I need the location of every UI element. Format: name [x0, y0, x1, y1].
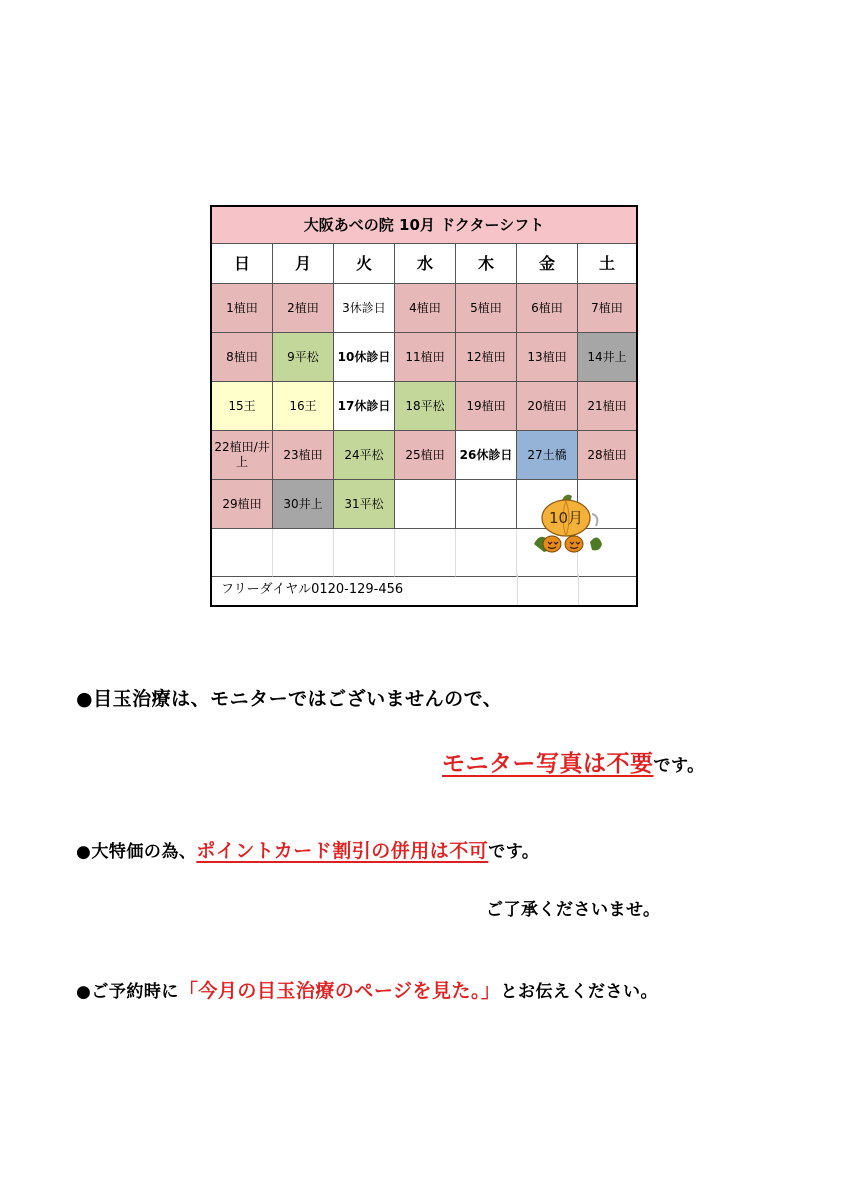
- pumpkin-label: 10月: [548, 509, 584, 527]
- calendar-day-cell: 10休診日: [334, 333, 395, 382]
- note-photo-not-required-suffix: です。: [653, 756, 705, 776]
- calendar-day-cell: 18平松: [395, 382, 456, 431]
- calendar-day-cell: 15王: [212, 382, 273, 431]
- calendar-day-cell: 4植田: [395, 284, 456, 333]
- note-reservation-suffix: とお伝えください。: [500, 982, 658, 1002]
- calendar-day-cell: 27土橋: [517, 431, 578, 480]
- calendar-day-cell: 24平松: [334, 431, 395, 480]
- calendar-day-cell: 16王: [273, 382, 334, 431]
- empty-cell: [456, 529, 517, 577]
- empty-cell: [212, 529, 273, 577]
- note-point-card-emphasis: ポイントカード割引の併用は不可: [196, 840, 489, 862]
- calendar-day-cell: 5植田: [456, 284, 517, 333]
- note-point-card: [76, 836, 539, 863]
- calendar-day-cell: 29植田: [212, 480, 273, 529]
- calendar-day-cell: 26休診日: [456, 431, 517, 480]
- calendar-day-cell: 2植田: [273, 284, 334, 333]
- calendar-day-cell: 30井上: [273, 480, 334, 529]
- note-reservation: [76, 976, 658, 1003]
- calendar-week-row: [212, 284, 636, 333]
- pumpkin-illustration: [532, 492, 604, 556]
- calendar-day-cell: 8植田: [212, 333, 273, 382]
- note-reservation-emphasis: 「今月の目玉治療のページを見た。」: [178, 980, 501, 1002]
- calendar-day-cell: 12植田: [456, 333, 517, 382]
- weekday-sun: 日: [212, 244, 273, 284]
- weekday-wed: 水: [395, 244, 456, 284]
- calendar-day-cell: 25植田: [395, 431, 456, 480]
- calendar-title: 大阪あべの院 10月 ドクターシフト: [212, 207, 636, 244]
- note-photo-not-required-emphasis: モニター写真は不要: [442, 751, 654, 777]
- weekday-header-row: [212, 244, 636, 284]
- calendar-week-row: [212, 382, 636, 431]
- note-point-card-prefix: ●大特価の為、: [76, 842, 197, 862]
- calendar-week-row: [212, 333, 636, 382]
- calendar-day-cell: 6植田: [517, 284, 578, 333]
- calendar-week-row: [212, 431, 636, 480]
- note-reservation-prefix: ●ご予約時に: [76, 982, 179, 1002]
- empty-cell: [456, 480, 517, 529]
- note-point-card-suffix: です。: [488, 842, 540, 862]
- note-thanks: ご了承くださいませ。: [486, 900, 661, 920]
- weekday-fri: 金: [517, 244, 578, 284]
- calendar-day-cell: 19植田: [456, 382, 517, 431]
- empty-cell: [334, 529, 395, 577]
- note-photo-not-required: [442, 745, 705, 778]
- free-dial-number: フリーダイヤル0120-129-456: [212, 574, 636, 605]
- weekday-thu: 木: [456, 244, 517, 284]
- calendar-day-cell: 20植田: [517, 382, 578, 431]
- empty-cell: [273, 529, 334, 577]
- calendar-day-cell: 9平松: [273, 333, 334, 382]
- weekday-tue: 火: [334, 244, 395, 284]
- calendar-day-cell: 17休診日: [334, 382, 395, 431]
- calendar-day-cell: 1植田: [212, 284, 273, 333]
- calendar-day-cell: 11植田: [395, 333, 456, 382]
- calendar-day-cell: 22植田/井上: [212, 431, 273, 480]
- calendar-day-cell: 31平松: [334, 480, 395, 529]
- calendar-day-cell: 14井上: [578, 333, 636, 382]
- empty-cell: [395, 529, 456, 577]
- calendar-day-cell: 13植田: [517, 333, 578, 382]
- weekday-mon: 月: [273, 244, 334, 284]
- empty-cell: [395, 480, 456, 529]
- calendar-day-cell: 23植田: [273, 431, 334, 480]
- calendar-day-cell: 21植田: [578, 382, 636, 431]
- note-monitor: ●目玉治療は、モニターではございませんので、: [76, 688, 503, 710]
- calendar-day-cell: 3休診日: [334, 284, 395, 333]
- calendar-day-cell: 28植田: [578, 431, 636, 480]
- weekday-sat: 土: [578, 244, 636, 284]
- calendar-day-cell: 7植田: [578, 284, 636, 333]
